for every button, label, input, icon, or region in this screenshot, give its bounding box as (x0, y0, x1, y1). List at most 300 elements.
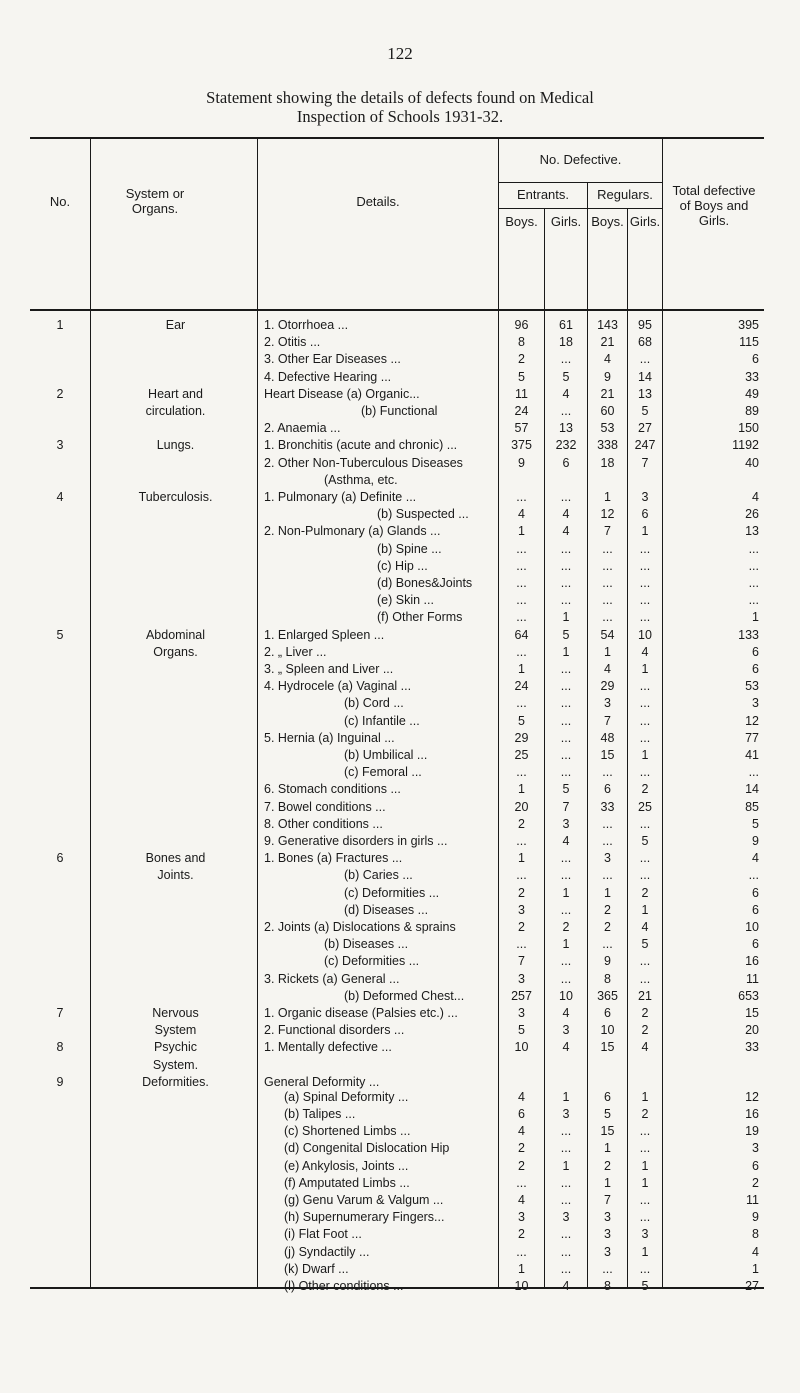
total-cell: 6 (752, 644, 759, 659)
regular-boys-cell: 18 (600, 455, 615, 470)
sub-header-rule (499, 208, 662, 209)
regular-boys-cell: 48 (600, 730, 615, 745)
header-total: Total defective of Boys and Girls. (672, 183, 756, 228)
total-cell: 11 (746, 1193, 759, 1207)
regular-boys-cell: ... (602, 937, 613, 952)
entrant-girls-cell: 3 (562, 1023, 570, 1038)
header-details: Details. (356, 194, 400, 209)
entrant-girls-cell: ... (560, 730, 572, 745)
total-cell: 40 (745, 455, 759, 470)
total-cell: 12 (745, 1089, 759, 1104)
entrant-boys-cell: 10 (514, 1040, 529, 1055)
regular-boys-cell: 21 (600, 335, 615, 350)
details-cell: (d) Bones&Joints (377, 576, 473, 590)
regular-girls-cell: 1 (641, 1089, 649, 1104)
details-cell: 2. Joints (a) Dislocations & sprains (264, 920, 456, 934)
regular-girls-cell: 4 (641, 920, 649, 934)
regular-girls-cell: ... (639, 558, 651, 573)
details-cell: (b) Deformed Chest... (344, 988, 465, 1003)
no-defective-rule (499, 182, 662, 183)
entrant-girls-cell: 4 (562, 1040, 570, 1055)
regular-boys-cell: 4 (604, 352, 611, 367)
regular-girls-cell: ... (639, 696, 651, 711)
regular-boys-cell: ... (602, 765, 613, 780)
regular-boys-cell: 54 (600, 627, 615, 642)
regular-boys-cell: 15 (600, 748, 615, 762)
entrant-girls-cell: 4 (562, 386, 570, 401)
total-cell: 150 (738, 421, 759, 436)
entrant-boys-cell: 4 (518, 1089, 525, 1104)
system-cell: Bones and (145, 851, 206, 866)
total-cell: 4 (752, 851, 759, 866)
regular-boys-cell: 3 (604, 1244, 611, 1259)
header-entrants: Entrants. (516, 187, 570, 202)
details-cell: (a) Spinal Deformity ... (284, 1089, 409, 1104)
details-cell: (g) Genu Varum & Valgum ... (284, 1193, 444, 1207)
regular-boys-cell: 1 (604, 644, 611, 659)
details-cell: (c) Shortened Limbs ... (284, 1124, 411, 1139)
regular-boys-cell: ... (602, 816, 613, 831)
regular-boys-cell: 6 (604, 1006, 611, 1020)
entrant-boys-cell: 2 (518, 920, 525, 934)
caption-line-2: Inspection of Schools 1931-32. (296, 107, 504, 126)
total-cell: 3 (752, 1141, 759, 1156)
details-cell: 9. Generative disorders in girls ... (264, 834, 448, 848)
regular-girls-cell: 25 (638, 799, 652, 814)
regular-boys-cell: 33 (600, 799, 615, 814)
details-cell: (b) Diseases ... (324, 937, 409, 952)
entrant-girls-cell: 13 (559, 421, 573, 436)
regular-girls-cell: ... (639, 851, 651, 866)
details-cell: 1. Bones (a) Fractures ... (264, 851, 403, 866)
regular-girls-cell: ... (639, 593, 651, 608)
regular-boys-cell: ... (602, 541, 613, 556)
total-cell: 6 (752, 1158, 759, 1173)
entrant-boys-cell: 4 (518, 507, 525, 522)
entrant-girls-cell: ... (560, 868, 572, 883)
regular-girls-cell: 247 (634, 438, 656, 453)
total-cell: 6 (752, 662, 759, 676)
total-cell: 85 (745, 799, 759, 814)
entrant-girls-cell: ... (560, 748, 572, 762)
regular-girls-cell: 95 (638, 318, 652, 332)
regular-boys-cell: ... (602, 593, 613, 608)
entrant-girls-cell: 1 (562, 1158, 570, 1173)
total-cell: 16 (745, 954, 759, 969)
regular-boys-cell: 10 (600, 1023, 615, 1038)
table-caption (0, 88, 800, 126)
entrant-girls-cell: 3 (562, 816, 570, 831)
details-cell: 1. Enlarged Spleen ... (264, 627, 385, 642)
entrant-girls-cell: ... (560, 765, 572, 780)
total-cell: 9 (752, 1210, 759, 1225)
page-number: 122 (387, 44, 413, 63)
entrant-boys-cell: 1 (518, 782, 525, 797)
details-cell: (h) Supernumerary Fingers... (284, 1210, 445, 1225)
total-cell: 12 (745, 713, 759, 728)
regular-girls-cell: 7 (641, 455, 649, 470)
regular-boys-cell: 15 (600, 1124, 615, 1139)
system-cell: Nervous (152, 1006, 199, 1020)
entrant-girls-cell: 3 (562, 1107, 570, 1121)
details-cell: (f) Other Forms (377, 610, 463, 625)
regular-girls-cell: ... (639, 576, 651, 590)
entrant-girls-cell: 1 (562, 610, 570, 625)
regular-boys-cell: 7 (604, 713, 611, 728)
total-cell: ... (748, 541, 759, 556)
details-cell: 3. Other Ear Diseases ... (264, 352, 401, 367)
entrant-girls-cell: ... (560, 352, 572, 367)
total-cell: 16 (745, 1107, 759, 1121)
regular-boys-cell: 338 (597, 438, 618, 453)
details-cell: (b) Spine ... (377, 541, 442, 556)
regular-boys-cell: 8 (604, 971, 611, 986)
regular-girls-cell: 3 (641, 1227, 649, 1242)
regular-boys-cell: 7 (604, 1193, 611, 1207)
regular-girls-cell: 1 (641, 902, 649, 917)
entrant-girls-cell: ... (560, 679, 572, 694)
details-cell: 2. Non-Pulmonary (a) Glands ... (264, 524, 441, 539)
entrant-girls-cell: ... (560, 1227, 572, 1242)
entrant-boys-cell: 2 (518, 885, 525, 900)
details-cell: (l) Other conditions ... (284, 1279, 404, 1293)
row-number: 4 (56, 490, 64, 504)
regular-girls-cell: 5 (641, 1279, 649, 1293)
entrant-girls-cell: 232 (555, 438, 577, 453)
details-cell: 2. Other Non-Tuberculous Diseases (264, 455, 463, 470)
top-rule (30, 137, 764, 139)
header-no: No. (49, 194, 71, 209)
entrant-boys-cell: ... (516, 490, 527, 504)
details-cell: (b) Cord ... (344, 696, 404, 711)
regular-girls-cell: 27 (638, 421, 652, 436)
total-cell: ... (748, 593, 759, 608)
regular-boys-cell: 3 (604, 851, 611, 866)
total-cell: 20 (745, 1023, 759, 1038)
entrant-boys-cell: 5 (518, 1023, 525, 1038)
regular-boys-cell: 5 (604, 1107, 611, 1121)
total-cell: 41 (745, 748, 759, 762)
regular-boys-cell: 6 (604, 1089, 611, 1104)
col-rule-system (257, 137, 258, 1287)
entrant-girls-cell: 5 (562, 369, 570, 384)
regular-boys-cell: 1 (604, 490, 611, 504)
entrant-boys-cell: 24 (514, 404, 529, 418)
entrant-girls-cell: ... (560, 404, 572, 418)
total-cell: 4 (752, 1244, 759, 1259)
entrant-girls-cell: 1 (562, 644, 570, 659)
entrant-boys-cell: 3 (518, 1210, 525, 1225)
entrant-girls-cell: ... (560, 1175, 572, 1190)
system-cell: Tuberculosis. (138, 490, 213, 504)
details-cell: (b) Umbilical ... (344, 748, 428, 762)
regular-boys-cell: 1 (604, 1175, 611, 1190)
details-cell: (d) Diseases ... (344, 902, 429, 917)
system-cell: Ear (165, 318, 186, 332)
entrant-boys-cell: 9 (518, 455, 525, 470)
entrant-girls-cell: ... (560, 1141, 572, 1156)
total-cell: 115 (739, 335, 759, 350)
regular-boys-cell: 9 (604, 369, 611, 384)
total-cell: 6 (752, 937, 759, 952)
details-cell: 6. Stomach conditions ... (264, 782, 401, 797)
total-cell: 1 (752, 1261, 759, 1276)
total-cell: 3 (752, 696, 759, 711)
details-cell: (e) Skin ... (377, 593, 434, 608)
regular-boys-cell: 2 (604, 1158, 611, 1173)
total-cell: 14 (745, 782, 759, 797)
details-cell: (k) Dwarf ... (284, 1261, 349, 1276)
regular-girls-cell: 10 (638, 627, 652, 642)
system-cell: Joints. (157, 868, 194, 883)
entrant-girls-cell: 10 (559, 988, 573, 1003)
entrant-girls-cell: ... (560, 662, 572, 676)
regular-boys-cell: 3 (604, 696, 611, 711)
entrant-girls-cell: 1 (562, 1089, 570, 1104)
details-cell: (d) Congenital Dislocation Hip (284, 1141, 450, 1156)
regular-girls-cell: ... (639, 1141, 651, 1156)
entrant-girls-cell: 4 (562, 1006, 570, 1020)
regular-boys-cell: 6 (604, 782, 611, 797)
regular-boys-cell: 2 (604, 920, 611, 934)
regular-girls-cell: 2 (641, 1006, 649, 1020)
regular-girls-cell: 6 (641, 507, 649, 522)
details-cell: 8. Other conditions ... (264, 816, 383, 831)
row-number: 2 (56, 386, 64, 401)
details-cell: (b) Caries ... (344, 868, 413, 883)
details-cell: (j) Syndactily ... (284, 1244, 370, 1259)
entrant-boys-cell: 8 (518, 335, 525, 350)
row-number: 3 (56, 438, 64, 453)
details-cell: (c) Infantile ... (344, 713, 420, 728)
total-cell: 33 (745, 1040, 759, 1055)
entrant-boys-cell: ... (516, 644, 527, 659)
regular-boys-cell: 15 (600, 1040, 615, 1055)
entrant-boys-cell: ... (516, 1244, 527, 1259)
total-cell: 10 (745, 920, 759, 934)
header-entrant-boys: Boys. (505, 214, 538, 229)
regular-girls-cell: 5 (641, 834, 649, 848)
entrant-girls-cell: ... (560, 851, 572, 866)
regular-boys-cell: 1 (604, 885, 611, 900)
regular-girls-cell: 1 (641, 1244, 649, 1259)
entrant-boys-cell: 24 (514, 679, 529, 694)
details-cell: (i) Flat Foot ... (284, 1227, 362, 1242)
entrant-boys-cell: 3 (518, 902, 525, 917)
system-cell: circulation. (145, 404, 206, 418)
entrant-girls-cell: 2 (562, 920, 570, 934)
regular-girls-cell: ... (639, 765, 651, 780)
entrant-boys-cell: ... (516, 610, 527, 625)
details-cell: 1. Otorrhoea ... (264, 318, 349, 332)
row-number: 8 (56, 1040, 64, 1055)
entrant-boys-cell: ... (516, 868, 527, 883)
total-cell: 8 (752, 1227, 759, 1242)
entrant-girls-cell: ... (560, 1124, 572, 1139)
entrant-girls-cell: ... (560, 954, 572, 969)
regular-boys-cell: 8 (604, 1279, 611, 1293)
details-cell: (c) Deformities ... (324, 954, 420, 969)
system-cell: Deformities. (142, 1074, 209, 1089)
regular-boys-cell: ... (602, 558, 613, 573)
entrant-girls-cell: ... (560, 971, 572, 986)
total-cell: 11 (746, 971, 759, 986)
entrant-boys-cell: 2 (518, 1227, 525, 1242)
regular-boys-cell: 53 (600, 421, 615, 436)
row-number: 6 (56, 851, 64, 866)
entrant-boys-cell: ... (516, 765, 527, 780)
entrant-girls-cell: ... (560, 1244, 572, 1259)
entrant-boys-cell: 4 (518, 1124, 525, 1139)
regular-boys-cell: 60 (600, 404, 615, 418)
header-regulars: Regulars. (597, 187, 653, 202)
entrant-boys-cell: ... (516, 541, 527, 556)
total-cell: 13 (745, 524, 759, 539)
regular-boys-cell: 2 (604, 902, 611, 917)
entrant-boys-cell: ... (516, 593, 527, 608)
details-cell: (c) Hip ... (377, 558, 428, 573)
regular-girls-cell: 2 (641, 885, 649, 900)
regular-boys-cell: 21 (600, 386, 615, 401)
details-cell: 1. Bronchitis (acute and chronic) ... (264, 438, 458, 453)
total-cell: 395 (738, 318, 759, 332)
entrant-girls-cell: 4 (562, 524, 570, 539)
regular-boys-cell: ... (602, 1261, 613, 1276)
details-cell: (c) Femoral ... (344, 765, 422, 780)
system-cell: Organs. (153, 644, 198, 659)
regular-girls-cell: 13 (638, 386, 652, 401)
total-cell: 77 (745, 730, 759, 745)
total-cell: 1 (752, 610, 759, 625)
entrant-boys-cell: 257 (511, 988, 532, 1003)
total-cell: 4 (752, 490, 759, 504)
entrant-girls-cell: 3 (562, 1210, 570, 1225)
regular-girls-cell: 4 (641, 644, 649, 659)
total-cell: 1192 (732, 438, 759, 453)
details-cell: (b) Talipes ... (284, 1107, 356, 1121)
total-cell: 26 (745, 507, 759, 522)
entrant-boys-cell: 25 (514, 748, 529, 762)
regular-boys-cell: 7 (604, 524, 611, 539)
total-cell: 2 (752, 1175, 759, 1190)
entrant-boys-cell: ... (516, 1175, 527, 1190)
details-cell: 3. „ Spleen and Liver ... (264, 662, 394, 676)
entrant-boys-cell: 5 (518, 713, 525, 728)
regular-girls-cell: ... (639, 954, 651, 969)
regular-boys-cell: 9 (604, 954, 611, 969)
regular-boys-cell: ... (602, 834, 613, 848)
total-cell: 33 (745, 369, 759, 384)
caption-line-1: Statement showing the details of defects found on Medical (206, 88, 594, 107)
details-cell: (c) Deformities ... (344, 885, 440, 900)
header-regular-girls: Girls. (629, 214, 661, 229)
entrant-girls-cell: 5 (562, 627, 570, 642)
regular-boys-cell: 365 (597, 988, 618, 1003)
regular-boys-cell: 3 (604, 1227, 611, 1242)
regular-girls-cell: ... (639, 610, 651, 625)
regular-girls-cell: 1 (641, 662, 649, 676)
details-cell: 1. Mentally defective ... (264, 1040, 392, 1055)
regular-girls-cell: 2 (641, 1107, 649, 1121)
regular-girls-cell: ... (639, 971, 651, 986)
regular-girls-cell: 4 (641, 1040, 649, 1055)
entrant-girls-cell: ... (560, 490, 572, 504)
total-cell: 6 (752, 352, 759, 367)
entrant-boys-cell: 1 (518, 524, 525, 539)
system-cell: System. (152, 1057, 199, 1072)
entrant-boys-cell: 2 (518, 816, 525, 831)
regular-boys-cell: 1 (604, 1141, 611, 1156)
entrant-girls-cell: 1 (562, 937, 570, 952)
entrant-boys-cell: 3 (518, 1006, 525, 1020)
entrant-boys-cell: ... (516, 937, 527, 952)
entrant-girls-cell: 4 (562, 507, 570, 522)
entrant-boys-cell: ... (516, 576, 527, 590)
total-cell: 19 (745, 1124, 759, 1139)
entrant-boys-cell: 7 (518, 954, 525, 969)
entrant-boys-cell: ... (516, 558, 527, 573)
entrant-girls-cell: ... (560, 902, 572, 917)
regular-boys-cell: ... (602, 610, 613, 625)
entrant-boys-cell: 11 (515, 386, 528, 401)
details-cell: (e) Ankylosis, Joints ... (284, 1158, 409, 1173)
details-cell: 1. Organic disease (Palsies etc.) ... (264, 1006, 458, 1020)
entrant-girls-cell: ... (560, 696, 572, 711)
regular-boys-cell: 29 (600, 679, 615, 694)
details-cell: (b) Suspected ... (377, 507, 469, 522)
row-number: 1 (56, 318, 64, 332)
regular-girls-cell: 2 (641, 782, 649, 797)
entrant-boys-cell: 4 (518, 1193, 525, 1207)
details-cell: (Asthma, etc. (324, 472, 398, 487)
regular-girls-cell: 68 (638, 335, 652, 350)
total-cell: 6 (752, 885, 759, 900)
details-cell: 7. Bowel conditions ... (264, 799, 386, 814)
regular-boys-cell: 12 (600, 507, 615, 522)
regular-girls-cell: 21 (638, 988, 652, 1003)
total-cell: 49 (745, 386, 759, 401)
total-cell: 9 (752, 834, 759, 848)
details-cell: 2. Functional disorders ... (264, 1023, 405, 1038)
regular-girls-cell: 1 (641, 748, 649, 762)
details-cell: (f) Amputated Limbs ... (284, 1175, 410, 1190)
entrant-boys-cell: 57 (514, 421, 529, 436)
entrant-boys-cell: 6 (518, 1107, 525, 1121)
regular-girls-cell: 2 (641, 1023, 649, 1038)
regular-girls-cell: ... (639, 1261, 651, 1276)
regular-boys-cell: 4 (604, 662, 611, 676)
total-cell: 53 (745, 679, 759, 694)
regular-girls-cell: 1 (641, 1158, 649, 1173)
regular-girls-cell: ... (639, 1193, 651, 1207)
system-cell: Lungs. (156, 438, 195, 453)
entrant-boys-cell: 5 (518, 369, 525, 384)
header-regular-boys: Boys. (591, 214, 624, 229)
details-cell: 2. Otitis ... (264, 335, 321, 350)
total-cell: ... (748, 765, 759, 780)
details-cell: (b) Functional (361, 404, 438, 418)
entrant-boys-cell: 2 (518, 352, 525, 367)
entrant-boys-cell: ... (516, 834, 527, 848)
total-cell: 5 (752, 816, 759, 831)
entrant-girls-cell: ... (560, 576, 572, 590)
row-number: 7 (56, 1006, 64, 1020)
entrant-girls-cell: 61 (559, 318, 573, 332)
entrant-girls-cell: ... (560, 558, 572, 573)
total-cell: ... (748, 868, 759, 883)
entrant-boys-cell: 64 (514, 627, 529, 642)
row-number: 5 (56, 627, 64, 642)
